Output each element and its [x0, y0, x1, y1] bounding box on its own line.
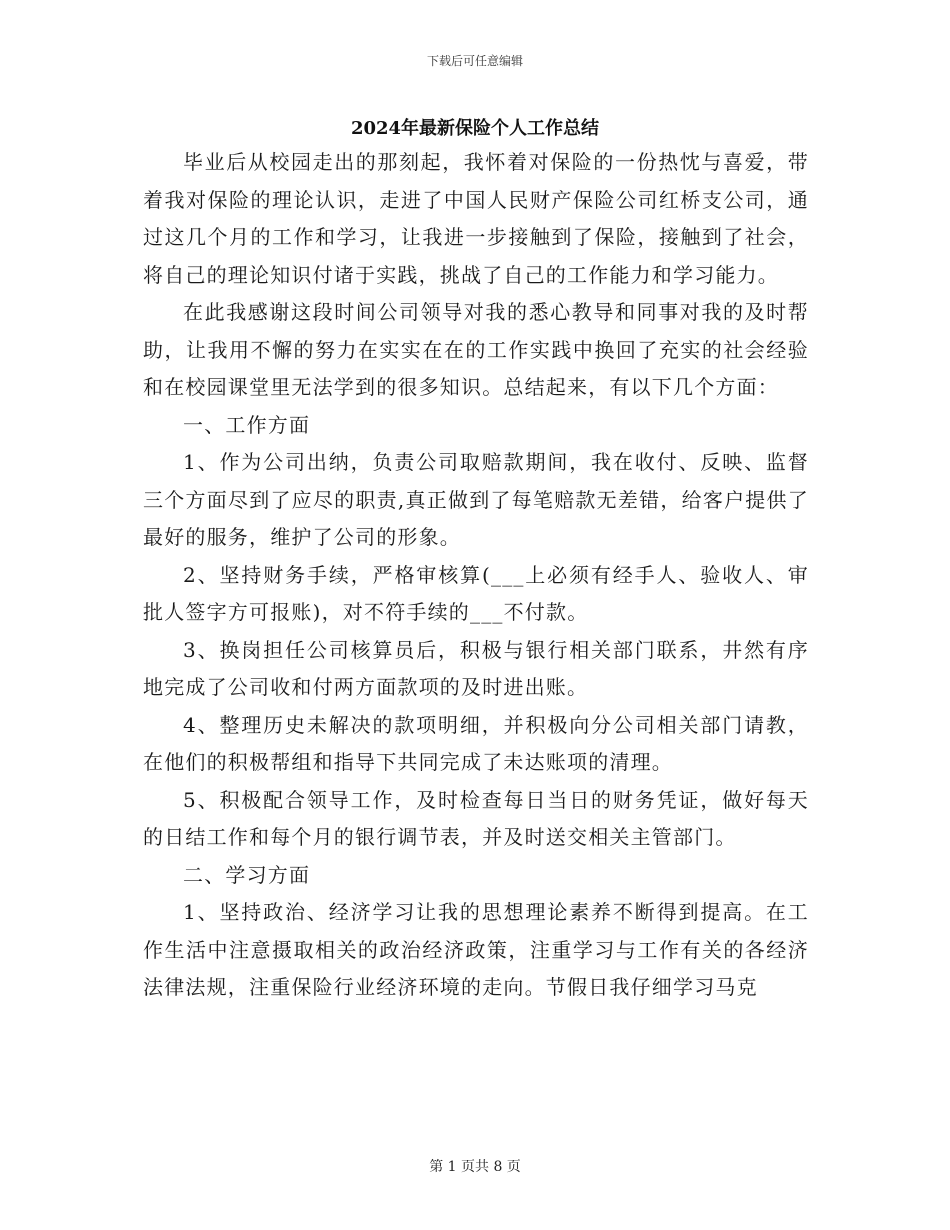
work-item-4: 4、整理历史未解决的款项明细，并积极向分公司相关部门请教，在他们的积极帮组和指导下共同完成了未达账项的清理。 [143, 712, 809, 774]
document-title: 2024年最新保险个人工作总结 [350, 118, 600, 139]
paragraph-intro: 毕业后从校园走出的那刻起，我怀着对保险的一份热忱与喜爱，带着我对保险的理论认识，走进了中国人民财产保险公司红桥支公司，通过这几个月的工作和学习，让我进一步接触到了保险，接触到了社会，将自己的理论知识付诸于实践，挑战了自己的工作能力和学习能力。 [143, 150, 809, 287]
work-item-5: 5、积极配合领导工作，及时检查每日当日的财务凭证，做好每天的日结工作和每个月的银行调节表，并及时送交相关主管部门。 [143, 787, 809, 849]
section-heading-study: 二、学习方面 [183, 862, 311, 887]
paragraph-thanks: 在此我感谢这段时间公司领导对我的悉心教导和同事对我的及时帮助，让我用不懈的努力在实实在在的工作实践中换回了充实的社会经验和在校园课堂里无法学到的很多知识。总结起来，有以下几个方面： [143, 300, 809, 399]
study-item-1: 1、坚持政治、经济学习让我的思想理论素养不断得到提高。在工作生活中注意摄取相关的政治经济政策，注重学习与工作有关的各经济法律法规，注重保险行业经济环境的走向。节假日我仔细学习马克 [143, 900, 809, 999]
document-body [143, 144, 809, 1007]
work-item-3: 3、换岗担任公司核算员后，积极与银行相关部门联系，井然有序地完成了公司收和付两方面款项的及时进出账。 [143, 637, 809, 699]
page-header-note: 下载后可任意编辑 [426, 54, 523, 68]
work-item-2: 2、坚持财务手续，严格审核算(___上必须有经手人、验收人、审批人签字方可报账)，对不符手续的___不付款。 [143, 562, 809, 624]
work-item-1: 1、作为公司出纳，负责公司取赔款期间，我在收付、反映、监督三个方面尽到了应尽的职责,真正做到了每笔赔款无差错，给客户提供了最好的服务，维护了公司的形象。 [143, 450, 809, 549]
section-heading-work: 一、工作方面 [183, 412, 311, 437]
page-number: 第 1 页共 8 页 [429, 1159, 521, 1175]
